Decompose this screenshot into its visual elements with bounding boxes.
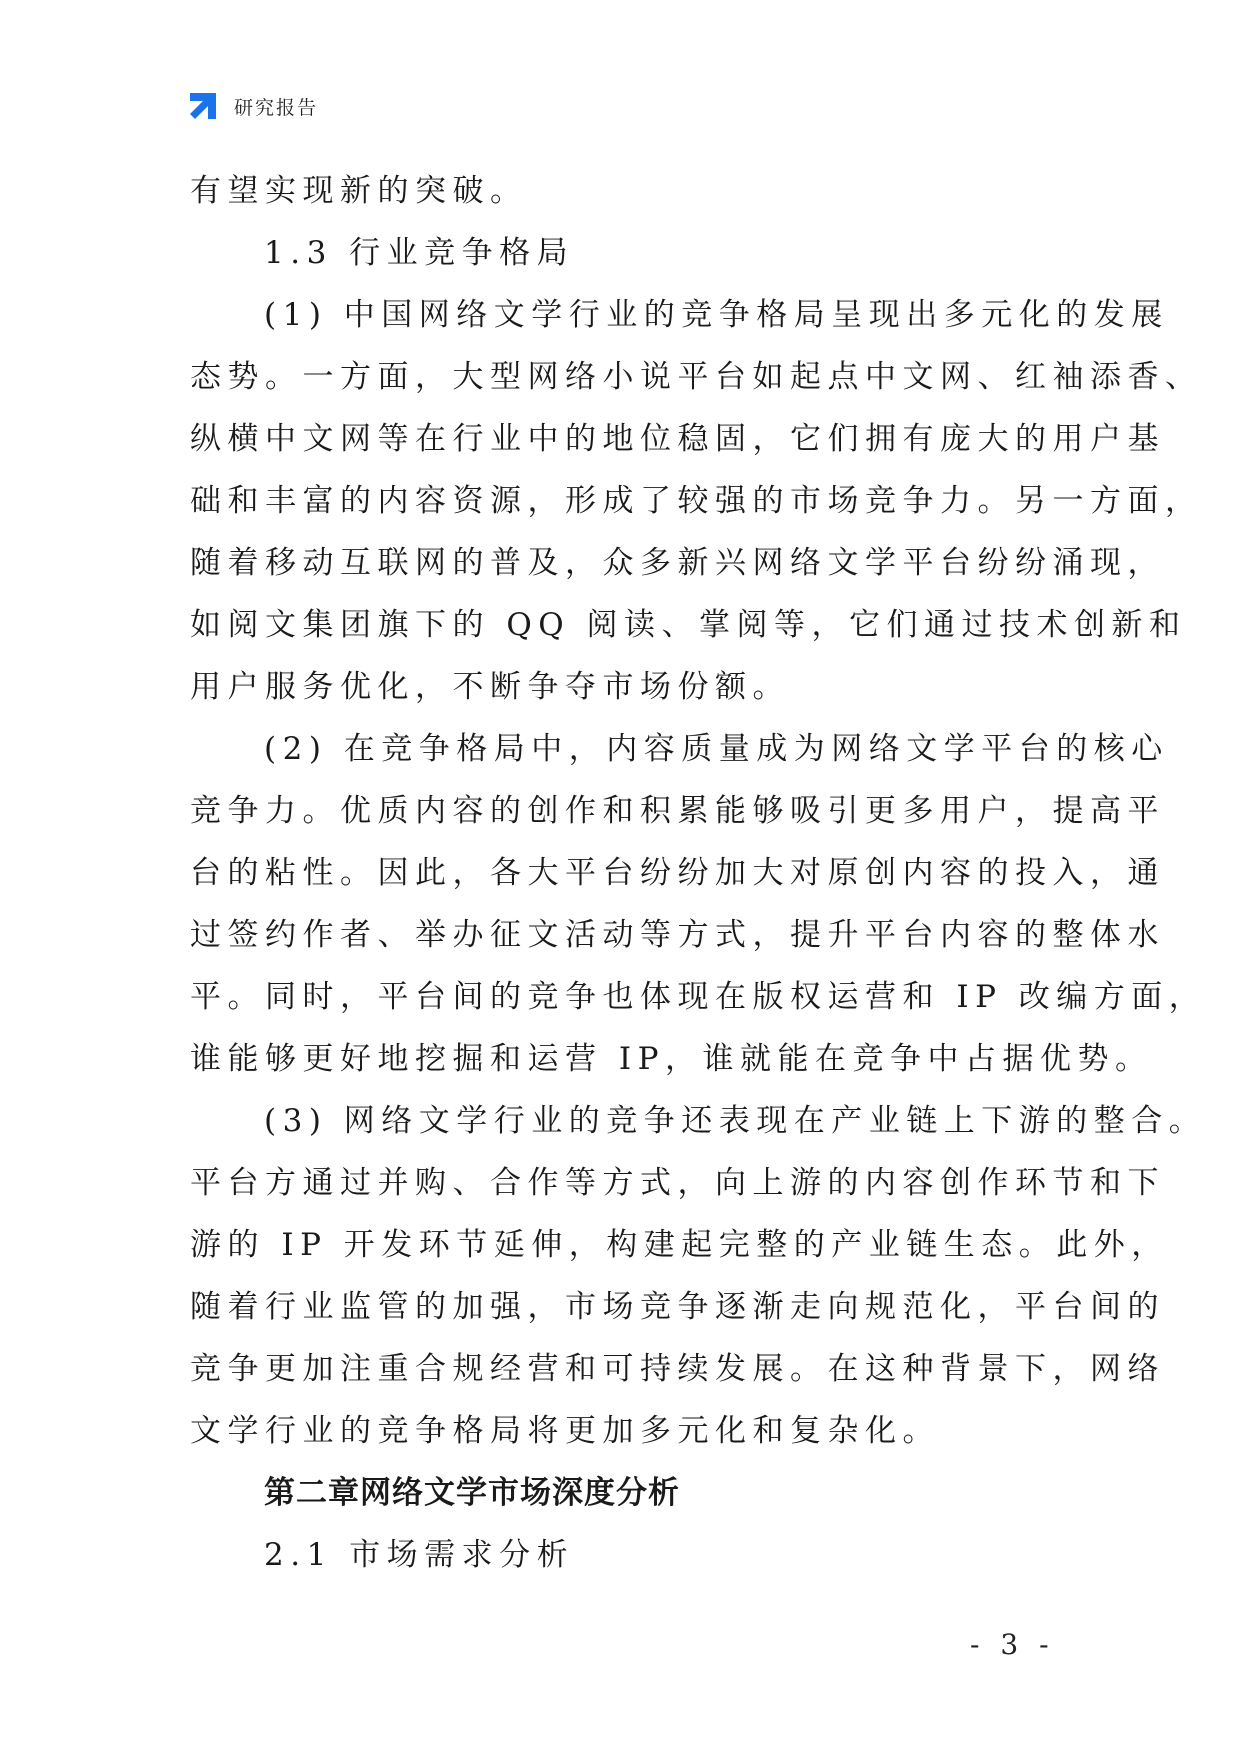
paragraph-2-line: 竞争力。优质内容的创作和积累能够吸引更多用户，提高平 bbox=[190, 793, 1165, 829]
paragraph-1-line: 态势。一方面，大型网络小说平台如起点中文网、红袖添香、 bbox=[190, 359, 1203, 395]
page-number: - 3 - bbox=[970, 1628, 1055, 1661]
paragraph-2-line: 台的粘性。因此，各大平台纷纷加大对原创内容的投入，通 bbox=[190, 855, 1165, 891]
paragraph-1-line: 如阅文集团旗下的 QQ 阅读、掌阅等，它们通过技术创新和 bbox=[190, 607, 1187, 643]
paragraph-3-line: 文学行业的竞争格局将更加多元化和复杂化。 bbox=[190, 1413, 940, 1449]
paragraph-1-line: 纵横中文网等在行业中的地位稳固，它们拥有庞大的用户基 bbox=[190, 421, 1165, 457]
document-body bbox=[190, 160, 1207, 1586]
chapter-heading: 第二章网络文学市场深度分析 bbox=[264, 1475, 680, 1511]
paragraph-1-line: 础和丰富的内容资源，形成了较强的市场竞争力。另一方面， bbox=[190, 483, 1203, 519]
header-label: 研究报告 bbox=[234, 96, 319, 119]
paragraph-1-line: 随着移动互联网的普及，众多新兴网络文学平台纷纷涌现， bbox=[190, 545, 1165, 581]
paragraph-1-line: 用户服务优化，不断争夺市场份额。 bbox=[190, 669, 790, 705]
paragraph-3-line: (3) 网络文学行业的竞争还表现在产业链上下游的整合。 bbox=[264, 1103, 1207, 1139]
paragraph-2-line: (2) 在竞争格局中，内容质量成为网络文学平台的核心 bbox=[264, 731, 1169, 767]
section-heading-1-3: 1.3 行业竞争格局 bbox=[264, 235, 575, 271]
paragraph-2-line: 平。同时，平台间的竞争也体现在版权运营和 IP 改编方面， bbox=[190, 979, 1207, 1015]
paragraph-2-line: 过签约作者、举办征文活动等方式，提升平台内容的整体水 bbox=[190, 917, 1165, 953]
paragraph-2-line: 谁能够更好地挖掘和运营 IP，谁就能在竞争中占据优势。 bbox=[190, 1041, 1153, 1077]
paragraph-3-line: 随着行业监管的加强，市场竞争逐渐走向规范化，平台间的 bbox=[190, 1289, 1165, 1325]
section-heading-2-1: 2.1 市场需求分析 bbox=[264, 1537, 575, 1573]
paragraph-3-line: 平台方通过并购、合作等方式，向上游的内容创作环节和下 bbox=[190, 1165, 1165, 1201]
paragraph-3-line: 游的 IP 开发环节延伸，构建起完整的产业链生态。此外， bbox=[190, 1227, 1169, 1263]
body-line: 有望实现新的突破。 bbox=[190, 173, 528, 209]
paragraph-3-line: 竞争更加注重合规经营和可持续发展。在这种背景下，网络 bbox=[190, 1351, 1165, 1387]
report-header bbox=[186, 88, 318, 124]
paragraph-1-line: (1) 中国网络文学行业的竞争格局呈现出多元化的发展 bbox=[264, 297, 1169, 333]
arrow-up-right-logo-icon bbox=[186, 89, 220, 123]
